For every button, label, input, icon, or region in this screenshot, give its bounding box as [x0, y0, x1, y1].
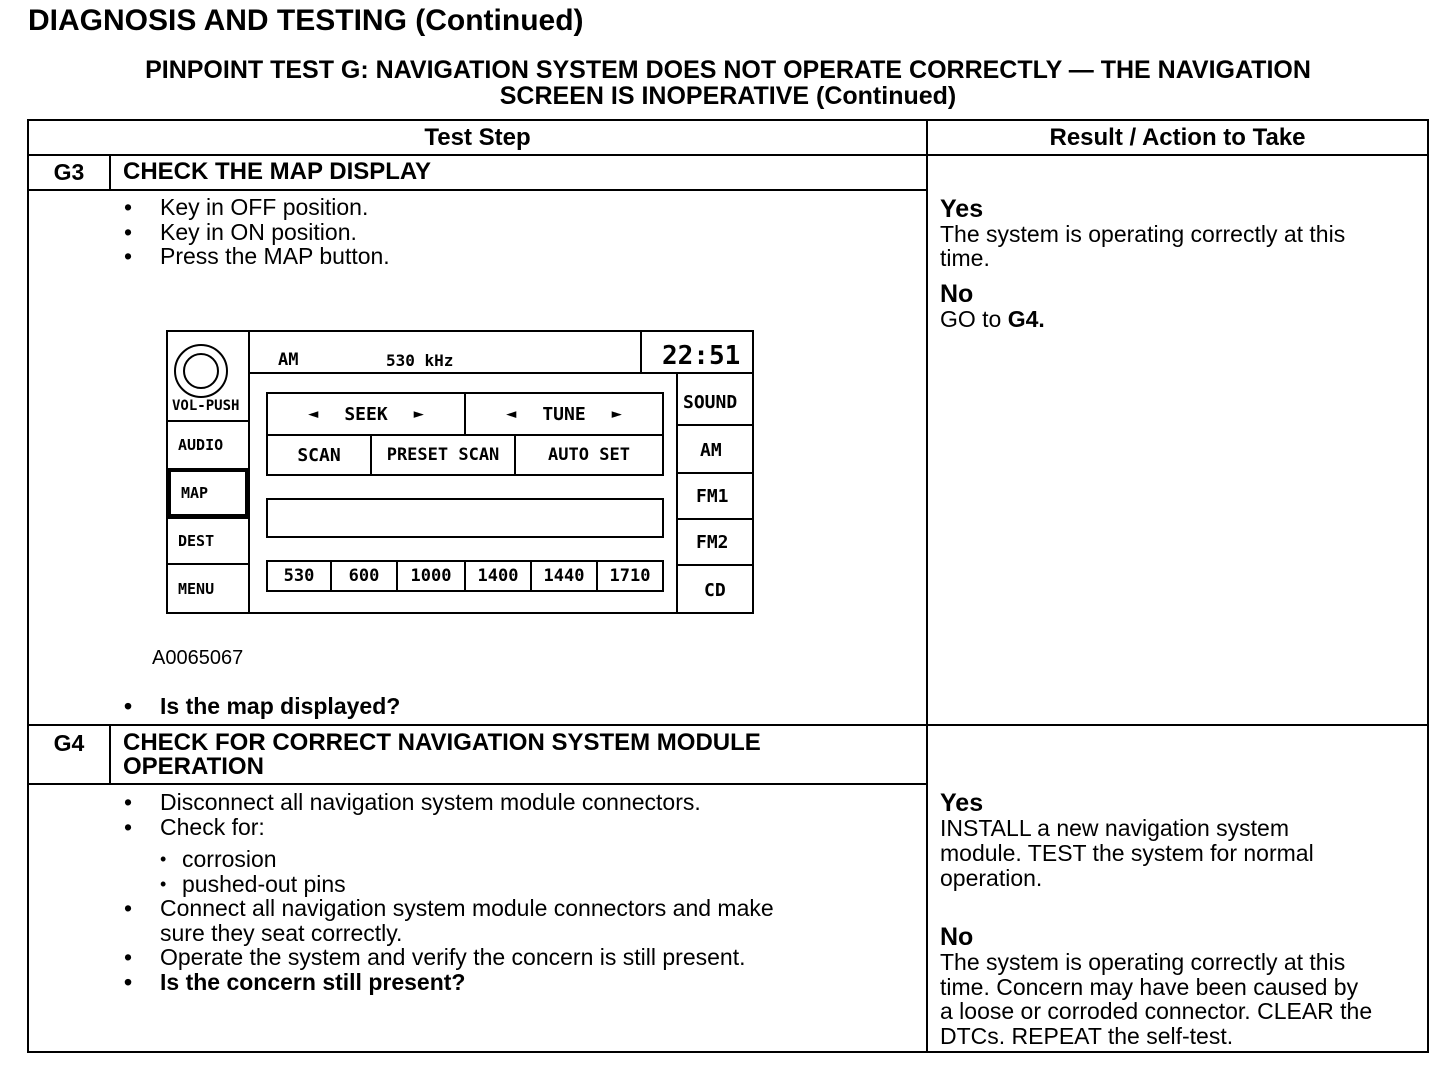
tune-button [464, 392, 664, 436]
table-border-bottom [27, 1051, 1429, 1053]
seek-right-arrow-icon: ► [413, 404, 424, 424]
preset-button: 530 [266, 560, 332, 592]
g4-step3-line2: sure they seat correctly. [160, 919, 403, 946]
g4-check-item: • corrosion [160, 847, 774, 872]
g3-g4-divider [27, 724, 1429, 726]
pinpoint-test-title-cont: SCREEN IS INOPERATIVE (Continued) [499, 82, 957, 110]
g4-no-text-3: a loose or corroded connector. CLEAR the [940, 998, 1373, 1024]
seek-label: SEEK [344, 403, 388, 425]
g4-yes-text-2: module. TEST the system for normal [940, 840, 1314, 866]
g4-steps-b [124, 896, 774, 994]
g4-step-list [124, 790, 774, 994]
g3-step: • Key in ON position. [124, 220, 390, 245]
vol-push-label: VOL-PUSH [172, 398, 240, 414]
header-result: Result / Action to Take [1049, 124, 1306, 151]
fm1-button: FM1 [696, 486, 729, 507]
right-divider [676, 564, 754, 566]
header-test-step: Test Step [424, 124, 531, 151]
header-row-divider [27, 154, 1429, 156]
band-readout: AM [278, 350, 299, 370]
fm2-button: FM2 [696, 532, 729, 553]
g4-title-divider [27, 783, 928, 785]
step-title-g3: CHECK THE MAP DISPLAY [123, 158, 432, 185]
g4-check-sublist [160, 847, 774, 896]
g4-step [124, 896, 774, 945]
step-id-g3: G3 [53, 159, 85, 185]
g3-step: • Press the MAP button. [124, 244, 390, 269]
preset-scan-button: PRESET SCAN [370, 434, 516, 476]
g4-question: • Is the concern still present? [124, 970, 774, 995]
g4-yes-text-3: operation. [940, 865, 1043, 891]
g4-link: G4. [1007, 306, 1045, 332]
g3-no-label: No [940, 280, 974, 308]
left-divider [166, 420, 250, 422]
column-divider [926, 119, 928, 1053]
tune-left-arrow-icon: ◄ [506, 404, 517, 424]
table-border-left [27, 119, 29, 1053]
figure-id: A0065067 [152, 647, 244, 669]
am-button: AM [700, 440, 722, 461]
g4-yes-text-1: INSTALL a new navigation system [940, 815, 1289, 841]
preset-button: 1710 [596, 560, 664, 592]
g4-steps-a [124, 790, 774, 839]
g4-yes-label: Yes [940, 789, 984, 817]
seek-button [266, 392, 466, 436]
cd-button: CD [704, 580, 726, 601]
g3-yes-text-1: The system is operating correctly at this [940, 221, 1346, 247]
g4-no-text-1: The system is operating correctly at this [940, 949, 1346, 975]
dest-button: DEST [178, 532, 215, 550]
preset-button: 1400 [464, 560, 532, 592]
table-border-right [1427, 119, 1429, 1053]
status-bar-divider [250, 372, 754, 374]
g4-step: • Check for: [124, 815, 774, 840]
table-border-top [27, 119, 1429, 121]
left-divider [166, 563, 250, 565]
g4-check-item: • pushed-out pins [160, 872, 774, 897]
step-title-g4-line1: CHECK FOR CORRECT NAVIGATION SYSTEM MODULE [123, 729, 761, 756]
g4-step: • Disconnect all navigation system module connectors. [124, 790, 774, 815]
tune-label: TUNE [542, 403, 586, 425]
step-title-g4-line2: OPERATION [123, 753, 264, 780]
step-id-g4: G4 [53, 730, 85, 756]
left-divider [166, 517, 250, 519]
g4-step3-line1: Connect all navigation system module connectors and make [160, 895, 774, 921]
auto-set-button: AUTO SET [514, 434, 664, 476]
radio-faceplate-figure [166, 330, 754, 614]
right-divider [676, 518, 754, 520]
pinpoint-test-title: PINPOINT TEST G: NAVIGATION SYSTEM DOES NOT OPERATE CORRECTLY — THE NAVIGATION [145, 56, 1311, 84]
audio-button: AUDIO [178, 436, 224, 454]
clock-divider [640, 330, 642, 374]
g3-yes-text-2: time. [940, 245, 990, 271]
g4-no-label: No [940, 923, 974, 951]
page-title: DIAGNOSIS AND TESTING (Continued) [28, 4, 584, 37]
scan-button: SCAN [266, 434, 372, 476]
sound-button: SOUND [683, 392, 738, 413]
g3-step-list [124, 195, 390, 269]
frequency-readout: 530 kHz [386, 351, 454, 370]
radio-text-display [266, 498, 664, 538]
g3-question-list [124, 694, 400, 719]
map-button: MAP [168, 469, 248, 517]
g3-no-text [940, 307, 1045, 332]
g3-title-divider [27, 189, 928, 191]
g4-step: • Operate the system and verify the concern is still present. [124, 945, 774, 970]
g4-no-text-4: DTCs. REPEAT the self-test. [940, 1023, 1234, 1049]
preset-button: 1440 [530, 560, 598, 592]
volume-knob-inner [183, 353, 219, 389]
right-divider [676, 424, 754, 426]
g3-step: • Key in OFF position. [124, 195, 390, 220]
menu-button: MENU [178, 580, 215, 598]
tune-right-arrow-icon: ► [611, 404, 622, 424]
clock-readout: 22:51 [662, 341, 741, 371]
preset-button: 1000 [396, 560, 466, 592]
g3-question: • Is the map displayed? [124, 694, 400, 719]
seek-left-arrow-icon: ◄ [308, 404, 319, 424]
g3-no-text-pre: GO to [940, 306, 1008, 332]
right-divider [676, 472, 754, 474]
preset-button: 600 [330, 560, 398, 592]
g3-yes-label: Yes [940, 195, 984, 223]
g4-no-text-2: time. Concern may have been caused by [940, 974, 1359, 1000]
right-panel-divider [676, 372, 678, 614]
